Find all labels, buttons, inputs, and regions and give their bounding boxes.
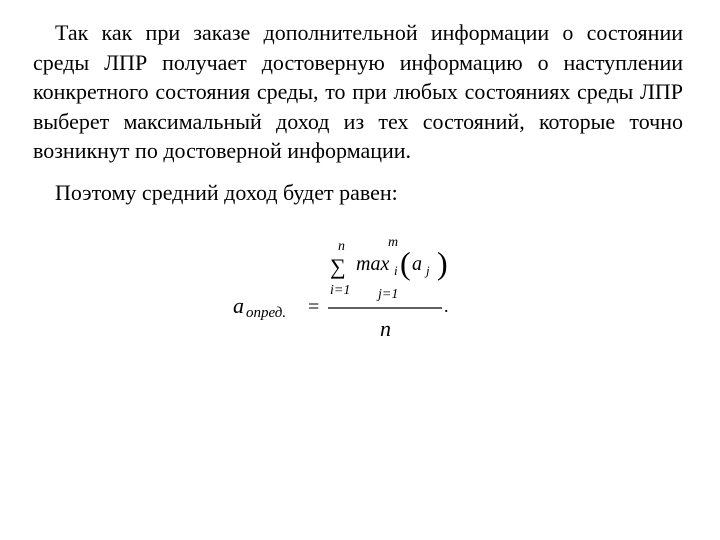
formula-close-paren: ) <box>437 245 448 281</box>
formula-arg-subscript: j <box>426 263 430 278</box>
formula-max-upper: m <box>388 235 399 250</box>
formula-open-paren: ( <box>400 245 411 281</box>
formula-max-subscript: i <box>394 263 398 278</box>
formula-max-label: max <box>356 253 390 275</box>
formula-equals: = <box>308 296 320 318</box>
formula-denominator: n <box>380 316 391 341</box>
formula-lhs-subscript: опред. <box>246 305 287 321</box>
formula-max-lower: j=1 <box>378 287 399 302</box>
formula-sum-lower: i=1 <box>330 283 351 298</box>
formula-svg <box>230 228 470 348</box>
formula-sum-upper: n <box>338 239 345 254</box>
formula-sum-symbol: ∑ <box>330 254 346 279</box>
formula-average-income <box>230 228 470 348</box>
formula-lhs-base: a <box>233 293 244 318</box>
formula-trailing-period: . <box>444 296 449 316</box>
paragraph-conclusion: Поэтому средний доход будет равен: <box>55 180 398 205</box>
paragraph-intro: Так как при заказе дополнительной информации о состоянии среды ЛПР получает достоверную информацию о наступлении конкретного состояния среды, то при любых состояниях среды ЛПР выберет максимальный доход из тех состояний, которые точно возникнут по достоверной информации. <box>33 20 683 163</box>
formula-arg-base: a <box>412 253 422 275</box>
